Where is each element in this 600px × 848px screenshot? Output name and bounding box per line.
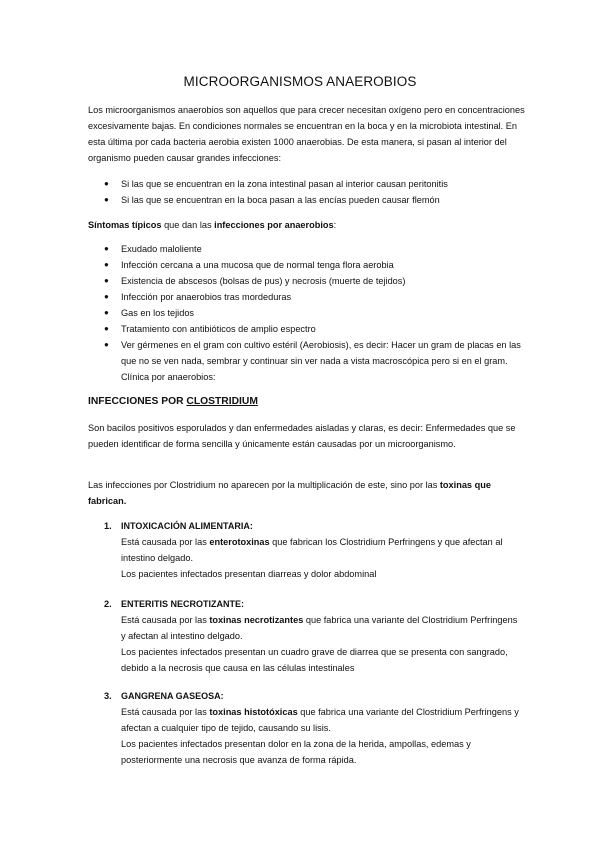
- bullet-icon: ●: [104, 308, 109, 317]
- item-body: Los pacientes infectados presentan diarreas y dolor abdominal: [121, 569, 377, 579]
- list-item: ● Existencia de abscesos (bolsas de pus) y necrosis (muerte de tejidos): [104, 273, 524, 289]
- bullet-icon: ●: [104, 292, 109, 301]
- symptoms-intro: Síntomas típicos que dan las infecciones por anaerobios:: [88, 220, 337, 230]
- list-item: ● Infección por anaerobios tras mordeduras: [104, 289, 524, 305]
- item-heading: ENTERITIS NECROTIZANTE:: [121, 599, 244, 609]
- page-title: MICROORGANISMOS ANAEROBIOS: [183, 74, 417, 89]
- list-item: ● Ver gérmenes en el gram con cultivo estéril (Aerobiosis), es decir: Hacer un gram de placas en las que no se ven nada, sembrar y continuar sin ver nada a vista macroscópica pero si en el gram. Clínica por anaerobios:: [104, 337, 524, 385]
- bullet-icon: ●: [104, 276, 109, 285]
- numbered-item: 1. INTOXICACIÓN ALIMENTARIA: Está causada por las enterotoxinas que fabrican los Clostridium Perfringens y que afectan al intestino delgado. Los pacientes infectados presentan diarreas y dolor abdominal: [104, 518, 524, 582]
- bullet-icon: ●: [104, 244, 109, 253]
- item-body: Está causada por las toxinas histotóxicas que fabrica una variante del Clostridium Perfringens y afectan a cualquier tipo de tejido, causando su lisis.: [121, 707, 519, 733]
- clostridium-toxins-note: Las infecciones por Clostridium no aparecen por la multiplicación de este, sino por las toxinas que fabrican.: [88, 480, 491, 506]
- item-heading: GANGRENA GASEOSA:: [121, 691, 224, 701]
- list-item: ● Exudado maloliente: [104, 241, 524, 257]
- intro-paragraph: Los microorganismos anaerobios son aquellos que para crecer necesitan oxígeno pero en concentraciones excesivamente bajas. En condiciones normales se encuentran en la boca y en la microbiota intestinal. En esta última por cada bacteria aerobia existen 1000 anaerobias. De esta manera, si pasan al interior del organismo pueden causar grandes infecciones:: [88, 105, 525, 163]
- item-body: Los pacientes infectados presentan un cuadro grave de diarrea que se presenta con sangrado, debido a la necrosis que causa en las células intestinales: [121, 647, 508, 673]
- bullet-icon: ●: [104, 324, 109, 333]
- numbered-item: 2. ENTERITIS NECROTIZANTE: Está causada por las toxinas necrotizantes que fabrica una variante del Clostridium Perfringens y afectan al intestino delgado. Los pacientes infectados presentan un cuadro grave de diarrea que se presenta con sangrado, debido a la necrosis que causa en las células intestinales: [104, 596, 524, 676]
- list-item: ● Gas en los tejidos: [104, 305, 524, 321]
- clostridium-description: Son bacilos positivos esporulados y dan enfermedades aisladas y claras, es decir: Enfermedades que se pueden identificar de forma sencilla y únicamente están causadas por un microorganismo.: [88, 423, 516, 449]
- intro-bullet-list: [104, 176, 524, 208]
- bullet-icon: ●: [104, 195, 109, 204]
- symptoms-bullet-list: [104, 241, 524, 385]
- list-item: ● Si las que se encuentran en la zona intestinal pasan al interior causan peritonitis: [104, 176, 524, 192]
- list-item: ● Tratamiento con antibióticos de amplio espectro: [104, 321, 524, 337]
- bullet-icon: ●: [104, 260, 109, 269]
- list-item: ● Infección cercana a una mucosa que de normal tenga flora aerobia: [104, 257, 524, 273]
- item-body: Está causada por las toxinas necrotizantes que fabrica una variante del Clostridium Perfringens y afectan al intestino delgado.: [121, 615, 518, 641]
- item-body: Los pacientes infectados presentan dolor en la zona de la herida, ampollas, edemas y posteriormente una necrosis que avanza de forma rápida.: [121, 739, 471, 765]
- bullet-icon: ●: [104, 340, 109, 349]
- item-body: Está causada por las enterotoxinas que fabrican los Clostridium Perfringens y que afectan al intestino delgado.: [121, 537, 503, 563]
- list-item: ● Si las que se encuentran en la boca pasan a las encías pueden causar flemón: [104, 192, 524, 208]
- bullet-icon: ●: [104, 179, 109, 188]
- item-heading: INTOXICACIÓN ALIMENTARIA:: [121, 521, 253, 531]
- section-heading: INFECCIONES POR CLOSTRIDIUM: [88, 396, 258, 407]
- numbered-item: 3. GANGRENA GASEOSA: Está causada por las toxinas histotóxicas que fabrica una variante del Clostridium Perfringens y afectan a cualquier tipo de tejido, causando su lisis. Los pacientes infectados presentan dolor en la zona de la herida, ampollas, edemas y posteriormente una necrosis que avanza de forma rápida.: [104, 688, 524, 768]
